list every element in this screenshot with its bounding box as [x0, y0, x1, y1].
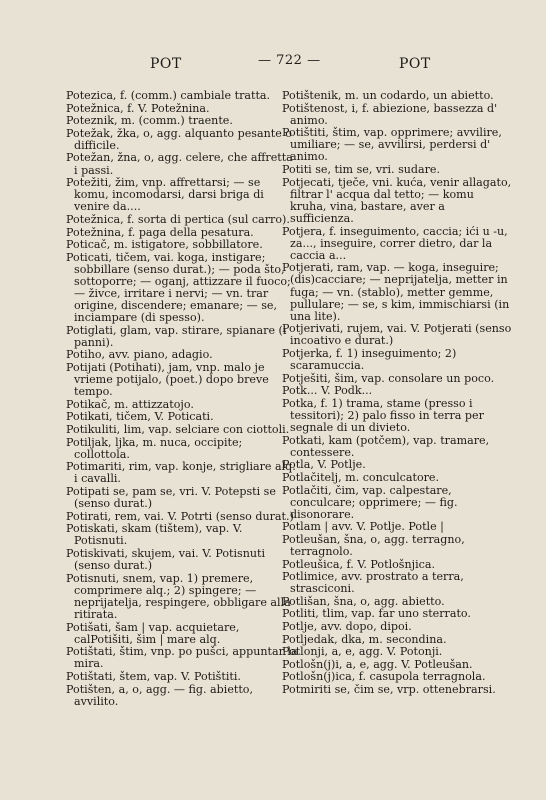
- dictionary-entry: Potištati, štim, vnp. po pušci, appuntar la mira.: [66, 645, 298, 671]
- dictionary-entry: Potiti se, tim se, vri. sudare.: [282, 163, 441, 177]
- dictionary-entry: Potljedak, dka, m. secondina.: [282, 632, 447, 646]
- dictionary-entry: Poticati, tičem, vai. koga, instigare; sobbillare (senso durat.); — poda što, sottoporre; — oganj, attizzare il fuoco; — živce, irritare i nervi; — vn. trar origine, discendere; emanare; — se, inciampare (di spesso).: [66, 250, 291, 325]
- dictionary-entry: Poteznik, m. (comm.) traente.: [66, 114, 233, 128]
- right-column: [282, 90, 512, 697]
- header-right-guideword: POT: [399, 56, 431, 72]
- dictionary-entry: Potikač, m. attizzatojo.: [66, 397, 194, 411]
- dictionary-entry: Potežnica, f. V. Potežnina.: [66, 101, 210, 115]
- dictionary-entry: Potežan, žna, o, agg. celere, che affretta i passi.: [66, 151, 293, 177]
- dictionary-entry: Potežak, žka, o, agg. alquanto pesante o difficile.: [66, 126, 292, 152]
- dictionary-entry: Potlje, avv. dopo, dipoi.: [282, 620, 412, 634]
- dictionary-entry: Potleušica, f. V. Potlošnjica.: [282, 557, 435, 571]
- dictionary-entry: Potjerivati, rujem, vai. V. Potjerati (senso incoativo e durat.): [282, 322, 512, 348]
- dictionary-entry: Potijati (Potihati), jam, vnp. malo je vrieme potijalo, (poet.) dopo breve tempo.: [66, 361, 269, 399]
- left-column: [66, 90, 298, 708]
- dictionary-entry: Potlošn(j)i, a, e, agg. V. Potleušan.: [282, 657, 473, 671]
- page-number: — 722 —: [258, 53, 321, 68]
- dictionary-entry: Potištenost, i, f. abiezione, bassezza d' animo.: [282, 101, 498, 127]
- dictionary-entry: Potlačiti, čim, vap. calpestare, conculcare; opprimere; — fig. disonorare.: [282, 483, 458, 521]
- dictionary-entry: Potlišan, šna, o, agg. abietto.: [282, 594, 445, 608]
- dictionary-entry: Potlimice, avv. prostrato a terra, strasciconi.: [282, 570, 464, 596]
- dictionary-entry: Potmiriti se, čim se, vrp. ottenebrarsi.: [282, 683, 496, 696]
- dictionary-entry: Potištati, štem, vap. V. Potištiti.: [66, 669, 241, 683]
- dictionary-entry: Potlačitelj, m. conculcatore.: [282, 470, 440, 484]
- dictionary-entry: Potikuliti, lim, vap. selciare con ciottoli.: [66, 423, 290, 437]
- dictionary-entry: Potjecati, tječe, vni. kuća, venir allagato, filtrar l' acqua dal tetto; — komu kruha, vina, bastare, aver a sufficienza.: [282, 175, 512, 225]
- dictionary-entry: Potežiti, žim, vnp. affrettarsi; — se komu, incomodarsi, darsi briga di venire da....: [66, 176, 264, 214]
- dictionary-entry: Potk... V. Podk...: [282, 384, 373, 398]
- dictionary-entry: Potjerka, f. 1) inseguimento; 2) scaramuccia.: [282, 346, 457, 373]
- dictionary-entry: Potiljak, ljka, m. nuca, occipite; collottola.: [66, 435, 243, 461]
- dictionary-entry: Potisnuti, snem, vap. 1) premere, comprimere alq.; 2) spingere; — neprijatelja, respingere, obbligare alla ritirata.: [66, 571, 291, 621]
- header-left-guideword: POT: [150, 56, 182, 72]
- dictionary-entry: Potiglati, glam, vap. stirare, spianare (i panni).: [66, 323, 287, 349]
- dictionary-entry: Potka, f. 1) trama, stame (presso i tessitori); 2) palo fisso in terra per segnale di un divieto.: [282, 396, 484, 435]
- dictionary-entry: Potlonji, a, e, agg. V. Potonji.: [282, 645, 443, 659]
- dictionary-entry: Potipati se, pam se, vri. V. Potepsti se (senso durat.): [66, 485, 276, 511]
- dictionary-entry: Potjera, f. inseguimento, caccia; ići u -u, za..., inseguire, correr dietro, dar la caccia a...: [282, 224, 508, 262]
- dictionary-entry: Potlam | avv. V. Potlje. Potle |: [282, 520, 444, 534]
- dictionary-entry: Potiho, avv. piano, adagio.: [66, 348, 213, 362]
- dictionary-entry: Potiskati, skam (tištem), vap. V. Potisnuti.: [66, 522, 243, 548]
- dictionary-entry: Potješiti, šim, vap. consolare un poco.: [282, 371, 495, 385]
- dictionary-entry: Potežnina, f. paga della pesatura.: [66, 225, 254, 239]
- dictionary-entry: Potleušan, šna, o, agg. terragno, terragnolo.: [282, 532, 465, 558]
- dictionary-entry: Potlošn(j)ica, f. casupola terragnola.: [282, 670, 486, 684]
- dictionary-entry: Potištenik, m. un codardo, un abietto.: [282, 89, 494, 102]
- dictionary-entry: Potiskivati, skujem, vai. V. Potisnuti (senso durat.): [66, 546, 266, 573]
- dictionary-entry: Poticač, m. istigatore, sobbillatore.: [66, 238, 263, 252]
- dictionary-entry: Potežnica, f. sorta di pertica (sul carro).: [66, 212, 290, 226]
- dictionary-entry: Potkati, kam (potčem), vap. tramare, contessere.: [282, 433, 490, 459]
- dictionary-entry: Potišten, a, o, agg. — fig. abietto, avvilito.: [66, 682, 254, 708]
- dictionary-entry: Potezica, f. (comm.) cambiale tratta.: [66, 89, 271, 102]
- dictionary-entry: Potikati, tičem, V. Poticati.: [66, 410, 214, 424]
- dictionary-entry: Potliti, tlim, vap. far uno sterrato.: [282, 607, 471, 621]
- dictionary-entry: Potjerati, ram, vap. — koga, inseguire; (dis)cacciare; — neprijatelja, metter in fuga; — vn. (stablo), metter gemme, pullulare; — se, s kim, immischiarsi (in una lite).: [282, 261, 510, 323]
- dictionary-entry: Potimariti, rim, vap. konje, strigliare alq. i cavalli.: [66, 460, 296, 486]
- dictionary-entry: Potišati, šam | vap. acquietare, calPotišiti, šim | mare alq.: [66, 620, 240, 646]
- dictionary-entry: Potištiti, štim, vap. opprimere; avvilire, umiliare; — se, avvilirsi, perdersi d' animo.: [282, 126, 502, 164]
- dictionary-entry: Potirati, rem, vai. V. Potrti (senso durat.): [66, 509, 294, 523]
- dictionary-entry: Potla, V. Potlje.: [282, 458, 366, 472]
